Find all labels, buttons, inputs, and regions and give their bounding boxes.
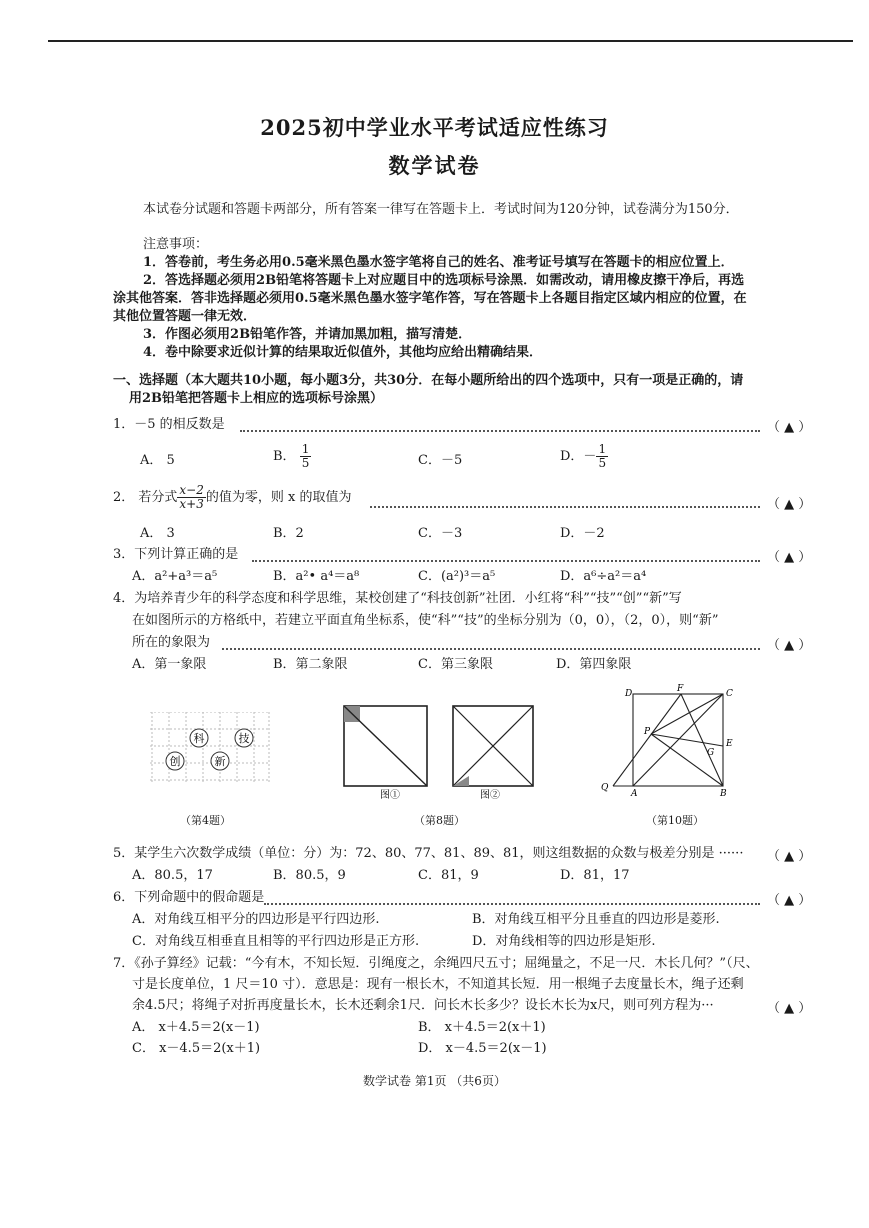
- fig8-label-2: 图②: [480, 790, 500, 801]
- q6-stem: 6．下列命题中的假命题是: [113, 890, 265, 905]
- q3-option-b: B．a²• a⁴＝a⁸: [273, 569, 360, 584]
- fig10-label-q: Q: [601, 783, 609, 793]
- q6-answer-mark: （ ▲ ）: [767, 893, 812, 908]
- q6-option-d: D．对角线相等的四边形是矩形.: [472, 934, 656, 949]
- q4-line1: 4．为培养青少年的科学态度和科学思维，某校创建了“科技创新”社团．小红将“科”“技”“创”“新”写: [113, 591, 682, 606]
- q7-option-b: B． x＋4.5＝2(x＋1): [418, 1020, 546, 1035]
- fig4-label-ke: 科: [193, 732, 205, 745]
- q2-option-d: D．－2: [560, 526, 605, 541]
- top-rule: [48, 40, 853, 42]
- page-footer: 数学试卷 第1页 （共6页）: [363, 1074, 506, 1088]
- note-3: 3．作图必须用2B铅笔作答，并请加黑加粗，描写清楚．: [143, 327, 472, 342]
- figure-10-caption: （第10题）: [646, 814, 704, 827]
- fig10-label-f: F: [677, 684, 684, 694]
- q5-option-b: B．80.5，9: [273, 868, 346, 883]
- q4-leader: [222, 648, 760, 650]
- q7-answer-mark: （ ▲ ）: [767, 1001, 812, 1016]
- notes-heading: 注意事项：: [143, 237, 209, 252]
- q7-line1: 7．《孙子算经》记载：“今有木，不知长短．引绳度之，余绳四尺五寸；屈绳量之，不足一尺．木长几何？”（尺、: [113, 956, 759, 971]
- q4-line3: 所在的象限为: [132, 635, 211, 650]
- q2-option-b: B．2: [273, 526, 304, 541]
- q3-option-c: C．(a²)³＝a⁵: [418, 569, 496, 584]
- q5-option-a: A．80.5，17: [132, 868, 213, 883]
- note-2a: 2．答选择题必须用2B铅笔将答题卡上对应题目中的选项标号涂黑．如需改动，请用橡皮擦干净后，再选: [143, 273, 745, 288]
- q7-option-c: C． x－4.5＝2(x＋1): [132, 1041, 261, 1056]
- q1-option-b: B． $\frac{1}{5}$: [273, 442, 310, 470]
- q2-leader: [370, 506, 760, 508]
- q3-option-d: D．a⁶÷a²＝a⁴: [560, 569, 647, 584]
- fig10-label-p: P: [644, 727, 651, 737]
- q4-line2: 在如图所示的方格纸中，若建立平面直角坐标系，使“科”“技”的坐标分别为（0，0），（2，0），则“新”: [132, 613, 719, 628]
- q3-answer-mark: （ ▲ ）: [767, 550, 812, 565]
- intro-text: 本试卷分试题和答题卡两部分，所有答案一律写在答题卡上．考试时间为120分钟，试卷满分为150分．: [143, 202, 739, 217]
- q4-option-c: C．第三象限: [418, 657, 493, 672]
- q1-option-d: D．－ $\frac{1}{5}$: [560, 442, 607, 470]
- q2-stem: 2． 若分式 $\frac{x-2}{x+3}$ 的值为零，则 x 的取值为: [113, 483, 352, 511]
- q5-stem: 5．某学生六次数学成绩（单位：分）为：72、80、77、81、89、81，则这组数据的众数与极差分别是 ······: [113, 846, 744, 861]
- q5-answer-mark: （ ▲ ）: [767, 849, 812, 864]
- fig4-label-xin: 新: [214, 755, 226, 768]
- figure-8-caption: （第8题）: [414, 814, 465, 827]
- figure-8-squares: [340, 700, 540, 802]
- fig10-label-d: D: [625, 689, 633, 699]
- fig10-label-b: B: [720, 789, 727, 799]
- q7-line2: 寸是长度单位，1 尺＝10 寸）．意思是：现有一根长木，不知道其长短．用一根绳子去度量长木，绳子还剩: [132, 977, 744, 992]
- q1-stem: 1．－5 的相反数是: [113, 417, 225, 432]
- q6-option-b: B．对角线互相平分且垂直的四边形是菱形.: [472, 912, 720, 927]
- fig10-label-a: A: [631, 789, 638, 799]
- fig10-label-e: E: [726, 739, 733, 749]
- q7-option-a: A． x＋4.5＝2(x－1): [132, 1020, 260, 1035]
- q1-leader: [240, 430, 760, 432]
- figure-4-grid: [150, 712, 272, 784]
- section1-line1: 一、选择题（本大题共10小题，每小题3分，共30分．在每小题所给出的四个选项中，只有一项是正确的，请: [113, 373, 744, 388]
- q4-option-a: A．第一象限: [132, 657, 207, 672]
- figure-10-geometry: [596, 682, 746, 800]
- fig10-label-c: C: [726, 689, 733, 699]
- note-2c: 其他位置答题一律无效．: [113, 309, 257, 324]
- section1-line2: 用2B铅笔把答题卡上相应的选项标号涂黑）: [129, 391, 384, 406]
- q1-option-c: C．－5: [418, 453, 463, 468]
- fig4-label-ji: 技: [238, 732, 250, 745]
- fig10-label-g: G: [707, 748, 715, 758]
- q2-answer-mark: （ ▲ ）: [767, 497, 812, 512]
- q5-option-d: D．81，17: [560, 868, 630, 883]
- q4-answer-mark: （ ▲ ）: [767, 638, 812, 653]
- note-4: 4．卷中除要求近似计算的结果取近似值外，其他均应给出精确结果．: [143, 345, 543, 360]
- q7-option-d: D． x－4.5＝2(x－1): [418, 1041, 547, 1056]
- note-1: 1．答卷前，考生务必用0.5毫米黑色墨水签字笔将自己的姓名、准考证号填写在答题卡的相应位置上．: [143, 255, 734, 270]
- q3-stem: 3．下列计算正确的是: [113, 547, 239, 562]
- q3-leader: [252, 560, 760, 562]
- q6-leader: [264, 903, 760, 905]
- q2-option-a: A． 3: [140, 526, 175, 541]
- q6-option-c: C．对角线互相垂直且相等的平行四边形是正方形.: [132, 934, 420, 949]
- exam-subtitle: 数学试卷: [388, 153, 481, 178]
- q2-option-c: C．－3: [418, 526, 463, 541]
- q4-option-d: D．第四象限: [556, 657, 632, 672]
- exam-title: 2025初中学业水平考试适应性练习: [260, 115, 609, 140]
- q7-line3: 余4.5尺；将绳子对折再度量长木，长木还剩余1尺．问长木长多少？设长木长为x尺，则可列方程为···: [132, 998, 714, 1013]
- q6-option-a: A．对角线互相平分的四边形是平行四边形.: [132, 912, 380, 927]
- q3-option-a: A．a²+a³＝a⁵: [132, 569, 218, 584]
- fig8-label-1: 图①: [380, 790, 400, 801]
- q1-option-a: A． 5: [140, 453, 175, 468]
- q5-option-c: C．81，9: [418, 868, 479, 883]
- q4-option-b: B．第二象限: [273, 657, 348, 672]
- fig4-label-chuang: 创: [169, 755, 181, 768]
- q1-answer-mark: （ ▲ ）: [767, 420, 812, 435]
- figure-4-caption: （第4题）: [180, 814, 231, 827]
- note-2b: 涂其他答案．答非选择题必须用0.5毫米黑色墨水签字笔作答，写在答题卡上各题目指定区域内相应的位置，在: [113, 291, 747, 306]
